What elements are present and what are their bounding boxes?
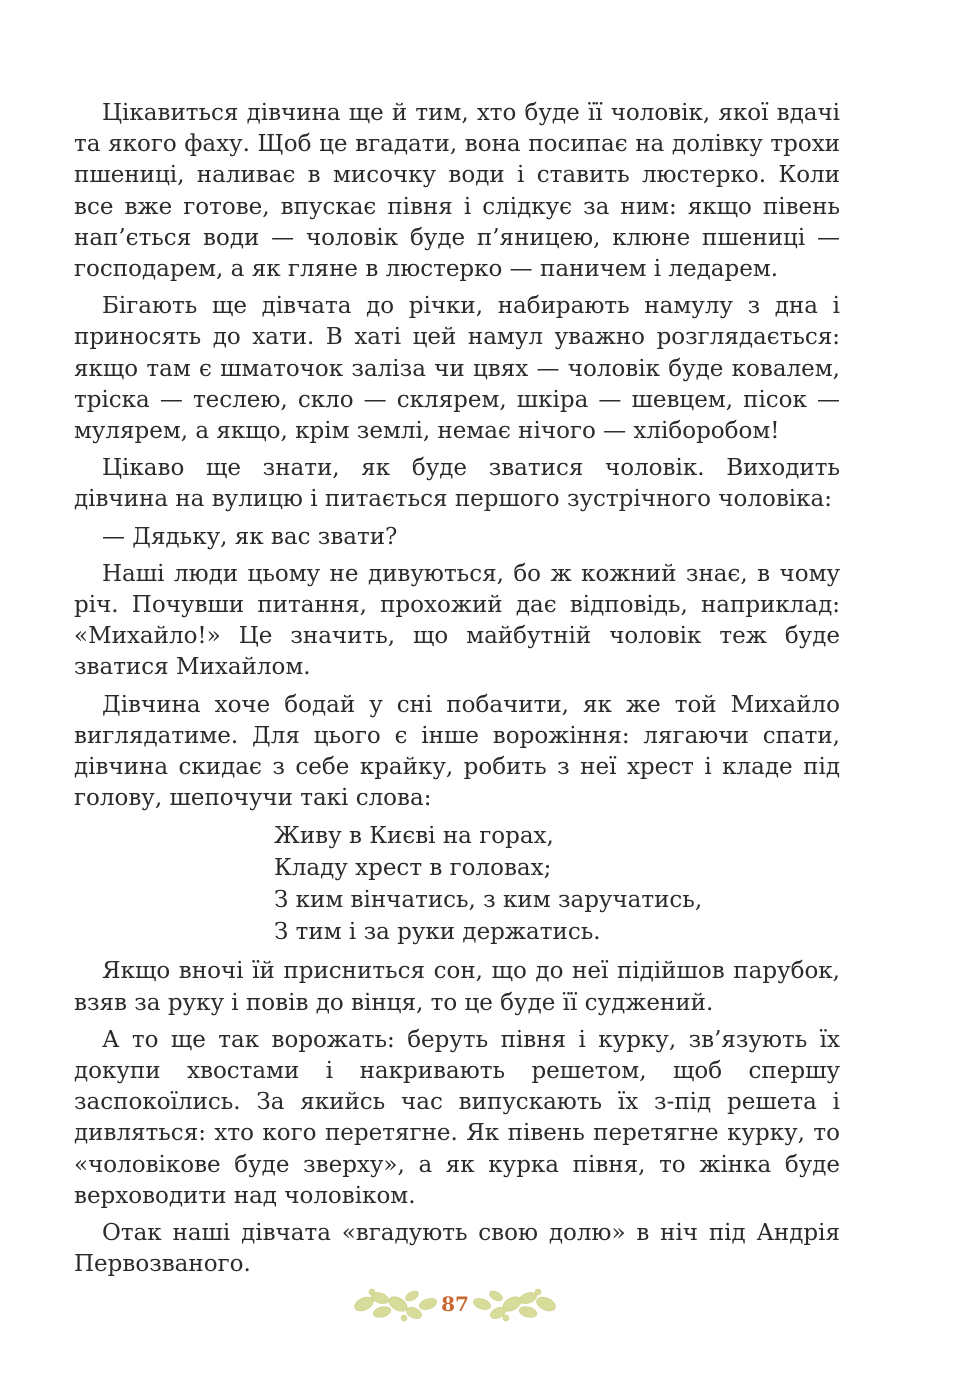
poem-line: Живу в Києві на горах, [274, 823, 554, 850]
paragraph-6: Якщо вночі їй присниться сон, що до неї підійшов парубок, взяв за руку і повів до вінця, то це буде її суджений. [74, 958, 840, 1016]
paragraph-4: Наші люди цьому не дивуються, бо ж кожний знає, в чому річ. Почувши питання, прохожий дає відповідь, наприклад: «Михайло!» Це значить, що майбутній чоловік теж буде зватися Михайлом. [74, 560, 840, 681]
poem-line: З тим і за руки держатись. [274, 919, 601, 946]
paragraph-7: А то ще так ворожать: беруть півня і курку, зв’язують їх докупи хвостами і накривають решетом, щоб спершу заспокоїлись. За якийсь час випускають їх з-під решета і дивляться: хто кого перетягне. Як півень перетягне курку, то «чоловікове буде зверху», а як курка півня, то жінка буде верховодити над чоловіком. [74, 1026, 840, 1209]
paragraph-1: Цікавиться дівчина ще й тим, хто буде її чоловік, якої вдачі та якого фаху. Щоб це вгадати, вона посипає на долівку трохи пшениці, наливає в мисочку води і ставить люстерко. Коли все вже готове, впускає півня і слідкує за ним: якщо півень нап’ється води — чоловік буде п’яницею, клюне пшениці — господарем, а як гляне в люстерко — паничем і ледарем. [74, 100, 840, 283]
page-footer [352, 1284, 558, 1326]
poem-line: З ким вінчатись, з ким заручатись, [274, 887, 703, 914]
poem [74, 820, 840, 948]
paragraph-2: Бігають ще дівчата до річки, набирають намулу з дна і приносять до хати. В хаті цей намул уважно розглядається: якщо там є шматочок заліза чи цвях — чоловік буде ковалем, тріска — теслею, скло — склярем, шкіра — шевцем, пісок — мулярем, а якщо, крім землі, немає нічого — хліборобом! [74, 293, 840, 445]
dialogue-line: — Дядьку, як вас звати? [102, 523, 398, 550]
page-text [74, 98, 840, 1287]
poem-line: Кладу хрест в головах; [274, 855, 552, 882]
page-number: 87 [441, 1292, 469, 1316]
paragraph-5: Дівчина хоче бодай у сні побачити, як же той Михайло виглядатиме. Для цього є інше ворожіння: лягаючи спати, дівчина скидає з себе крайку, робить з неї хрест і кладе під голову, шепочучи такі слова: [74, 691, 840, 812]
paragraph-8: Отак наші дівчата «вгадують свою долю» в ніч під Андрія Первозваного. [74, 1220, 840, 1278]
paragraph-3: Цікаво ще знати, як буде зватися чоловік. Виходить дівчина на вулицю і питається першого зустрічного чоловіка: [74, 455, 840, 513]
